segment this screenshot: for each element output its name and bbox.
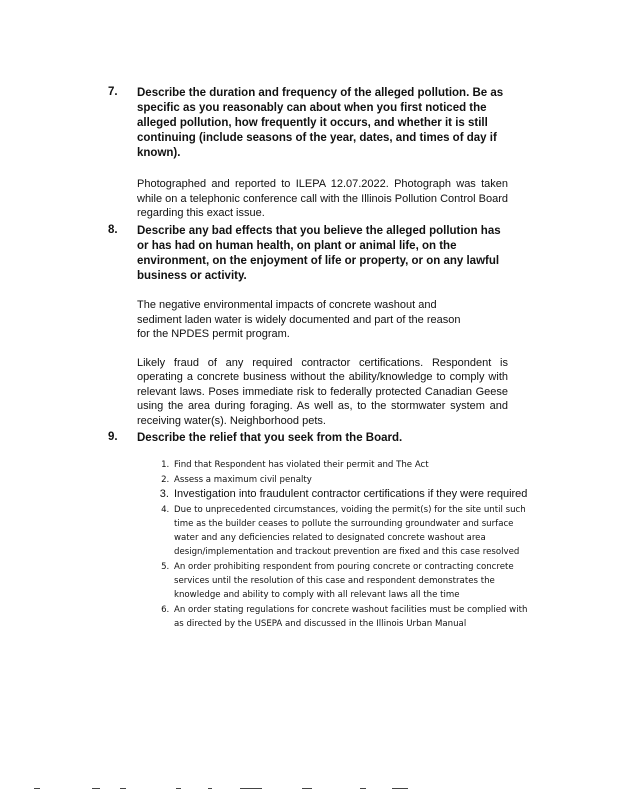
relief-item: 4. Due to unprecedented circumstances, voiding the permit(s) for the site until such time as the builder ceases to pollute the surrounding groundwater and surface water and any deficiencies related to designated concrete washout area design/implementation and trackout prevention are fixed and this case resolved <box>172 503 532 559</box>
section-8-question: Describe any bad effects that you believe the alleged pollution has or has had on human health, on plant or animal life, on the environment, on the enjoyment of life or property, or on any lawful business or activity. <box>137 225 501 282</box>
section-8-answer-1: The negative environmental impacts of concrete washout and sediment laden water is widely documented and part of the reason for the NPDES permit program. <box>137 299 461 340</box>
section-7 <box>108 86 508 221</box>
section-8-answer-2: Likely fraud of any required contractor certifications. Respondent is operating a concrete business without the ability/knowledge to comply with relevant laws. Poses immediate risk to federally protected Canadian Geese using the area during foraging. As well as, to the stormwater system and receiving water(s). Neighborhood pets. <box>137 356 508 427</box>
scan-artifacts <box>0 788 618 796</box>
scan-mark <box>302 788 312 789</box>
relief-item: 2. Assess a maximum civil penalty <box>172 473 532 487</box>
scan-mark <box>392 788 408 789</box>
scan-mark <box>208 788 212 789</box>
section-8-number: 8. <box>108 224 118 236</box>
scan-mark <box>240 788 262 789</box>
relief-item: 3. Investigation into fraudulent contractor certifications if they were required <box>172 488 532 502</box>
relief-item: 5. An order prohibiting respondent from pouring concrete or contracting concrete services until the resolution of this case and respondent demonstrates the knowledge and ability to comply with all relevant laws all the time <box>172 560 532 602</box>
scan-mark <box>176 788 181 789</box>
scan-mark <box>120 788 126 789</box>
scan-mark <box>34 788 40 789</box>
section-9 <box>108 431 508 446</box>
section-9-question: Describe the relief that you seek from the Board. <box>137 432 403 444</box>
scan-mark <box>360 788 366 789</box>
scan-mark <box>92 788 100 789</box>
section-9-number: 9. <box>108 431 118 443</box>
section-7-answer: Photographed and reported to ILEPA 12.07.2022. Photograph was taken while on a telephonic conference call with the Illinois Pollution Control Board regarding this exact issue. <box>137 178 508 219</box>
relief-list <box>154 458 532 632</box>
section-7-number: 7. <box>108 86 118 98</box>
section-7-question: Describe the duration and frequency of the alleged pollution. Be as specific as you reasonably can about when you first noticed the alleged pollution, how frequently it occurs, and whether it is still continuing (include seasons of the year, dates, and times of day if known). <box>137 87 504 159</box>
relief-item: 1. Find that Respondent has violated their permit and The Act <box>172 458 532 472</box>
section-8 <box>108 224 508 428</box>
relief-item: 6. An order stating regulations for concrete washout facilities must be complied with as directed by the USEPA and discussed in the Illinois Urban Manual <box>172 603 532 631</box>
